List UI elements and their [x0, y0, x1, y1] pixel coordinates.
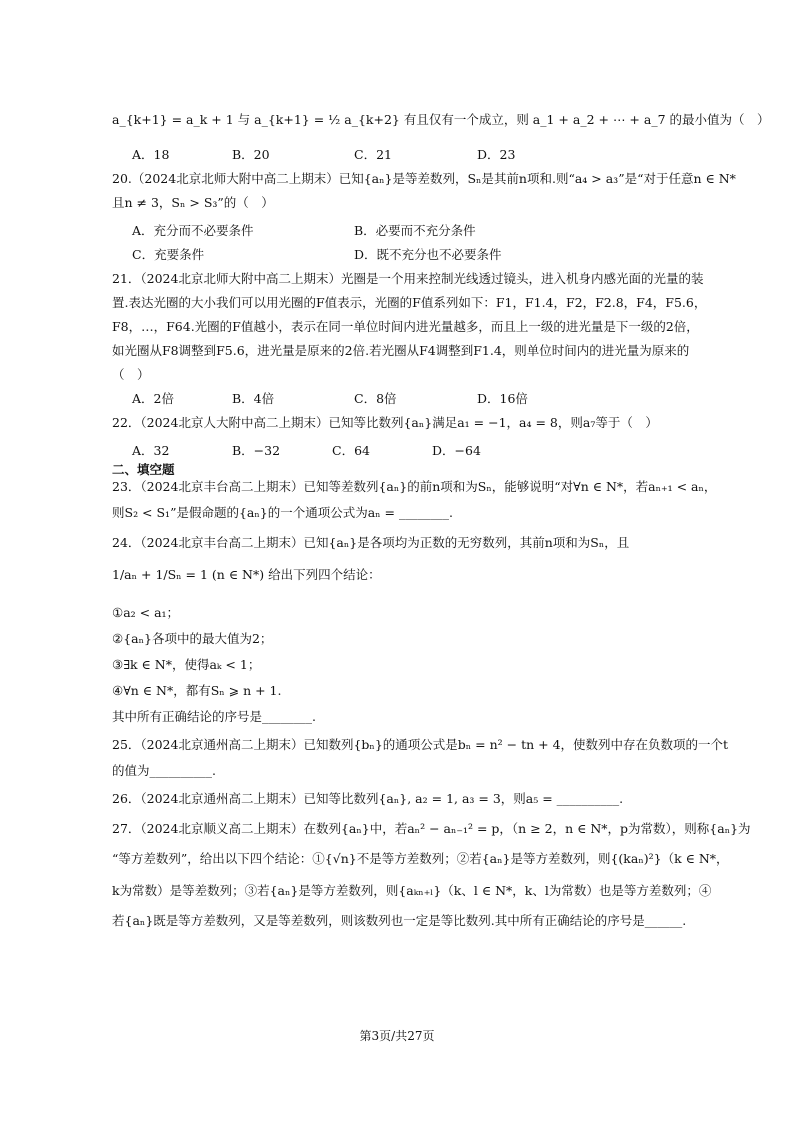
q21-option-b: B．4倍	[232, 391, 275, 406]
q23-line2: 则S₂ < S₁”是假命题的{aₙ}的一个通项公式为aₙ = ________.	[112, 505, 453, 520]
q22-option-a: A．32	[132, 443, 170, 458]
q27-line1: 27．（2024北京顺义高二上期末）在数列{aₙ}中，若aₙ² − aₙ₋₁² = p，（n ≥ 2，n ∈ N*，p为常数），则称{aₙ}为	[112, 821, 751, 836]
q21-option-c: C．8倍	[354, 391, 397, 406]
q25-line2: 的值为__________.	[112, 763, 216, 778]
q25-line1: 25．（2024北京通州高二上期末）已知数列{bₙ}的通项公式是bₙ = n² − tn + 4，使数列中存在负数项的一个t	[112, 737, 729, 752]
q19-option-d: D．23	[477, 147, 516, 162]
q19-option-c: C．21	[354, 147, 392, 162]
q24-conclusion-2: ②{aₙ}各项中的最大值为2；	[112, 631, 273, 646]
q27-line2: “等方差数列”，给出以下四个结论：①{√n}不是等方差数列；②若{aₙ}是等方差数列，则{(kaₙ)²}（k ∈ N*，	[112, 851, 729, 866]
q21-line3: F8，…，F64.光圈的F值越小，表示在同一单位时间内进光量越多，而且上一级的进光量是下一级的2倍，	[112, 319, 699, 334]
q21-line1: 21．（2024北京北师大附中高二上期末）光圈是一个用来控制光线透过镜头，进入机身内感光面的光量的装	[112, 271, 704, 286]
section-heading: 二、填空题	[112, 462, 175, 477]
q22-line1: 22．（2024北京人大附中高二上期末）已知等比数列{aₙ}满足a₁ = −1，a₄ = 8，则a₇等于（ ）	[112, 415, 658, 430]
q21-line2: 置.表达光圈的大小我们可以用光圈的F值表示，光圈的F值系列如下：F1，F1.4，F2，F2.8，F4，F5.6，	[112, 295, 707, 310]
q20-option-b: B．必要而不充分条件	[354, 223, 476, 238]
q26-line1: 26．（2024北京通州高二上期末）已知等比数列{aₙ}, a₂ = 1, a₃ = 3，则a₅ = __________.	[112, 791, 624, 806]
q19-option-b: B．20	[232, 147, 270, 162]
q23-line1: 23．（2024北京丰台高二上期末）已知等差数列{aₙ}的前n项和为Sₙ，能够说明“对∀n ∈ N*，若aₙ₊₁ < aₙ，	[112, 479, 717, 494]
q20-option-c: C．充要条件	[132, 247, 205, 262]
q19-text: a_{k+1} = a_k + 1 与 a_{k+1} = ½ a_{k+2} 有且仅有一个成立，则 a_1 + a_2 + ⋯ + a_7 的最小值为（ ）	[112, 112, 770, 127]
q22-option-b: B．−32	[232, 443, 281, 458]
q21-option-d: D．16倍	[477, 391, 528, 406]
q20-line2: 且n ≠ 3，Sₙ > S₃”的（ ）	[112, 195, 274, 210]
q21-line4: 如光圈从F8调整到F5.6，进光量是原来的2倍.若光圈从F4调整到F1.4，则单位时间内的进光量为原来的	[112, 343, 690, 358]
q24-line1: 24．（2024北京丰台高二上期末）已知{aₙ}是各项均为正数的无穷数列，其前n项和为Sₙ，且	[112, 535, 630, 550]
q24-line2: 1/aₙ + 1/Sₙ = 1 (n ∈ N*) 给出下列四个结论：	[112, 567, 381, 582]
q24-conclusion-3: ③∃k ∈ N*，使得aₖ < 1；	[112, 657, 261, 672]
q24-answer-line: 其中所有正确结论的序号是________.	[112, 709, 316, 724]
q22-option-c: C．64	[332, 443, 370, 458]
page-number: 第3页/共27页	[359, 1029, 435, 1043]
q24-conclusion-1: ①a₂ < a₁；	[112, 605, 180, 620]
q27-line3: k为常数）是等差数列；③若{aₙ}是等方差数列，则{aₖₙ₊ₗ}（k、l ∈ N*，k、l为常数）也是等方差数列；④	[112, 883, 712, 898]
q20-line1: 20.（2024北京北师大附中高二上期末）已知{aₙ}是等差数列，Sₙ是其前n项和.则“a₄ > a₃”是“对于任意n ∈ N*	[112, 171, 736, 186]
q24-conclusion-4: ④∀n ∈ N*，都有Sₙ ⩾ n + 1.	[112, 683, 282, 698]
q21-line5: （ ）	[112, 367, 150, 382]
q21-option-a: A．2倍	[132, 391, 174, 406]
q19-option-a: A．18	[132, 147, 170, 162]
q20-option-d: D．既不充分也不必要条件	[354, 247, 502, 262]
q22-option-d: D．−64	[432, 443, 481, 458]
q20-option-a: A．充分而不必要条件	[132, 223, 254, 238]
q27-line4: 若{aₙ}既是等方差数列，又是等差数列，则该数列也一定是等比数列.其中所有正确结论的序号是______.	[112, 913, 687, 928]
